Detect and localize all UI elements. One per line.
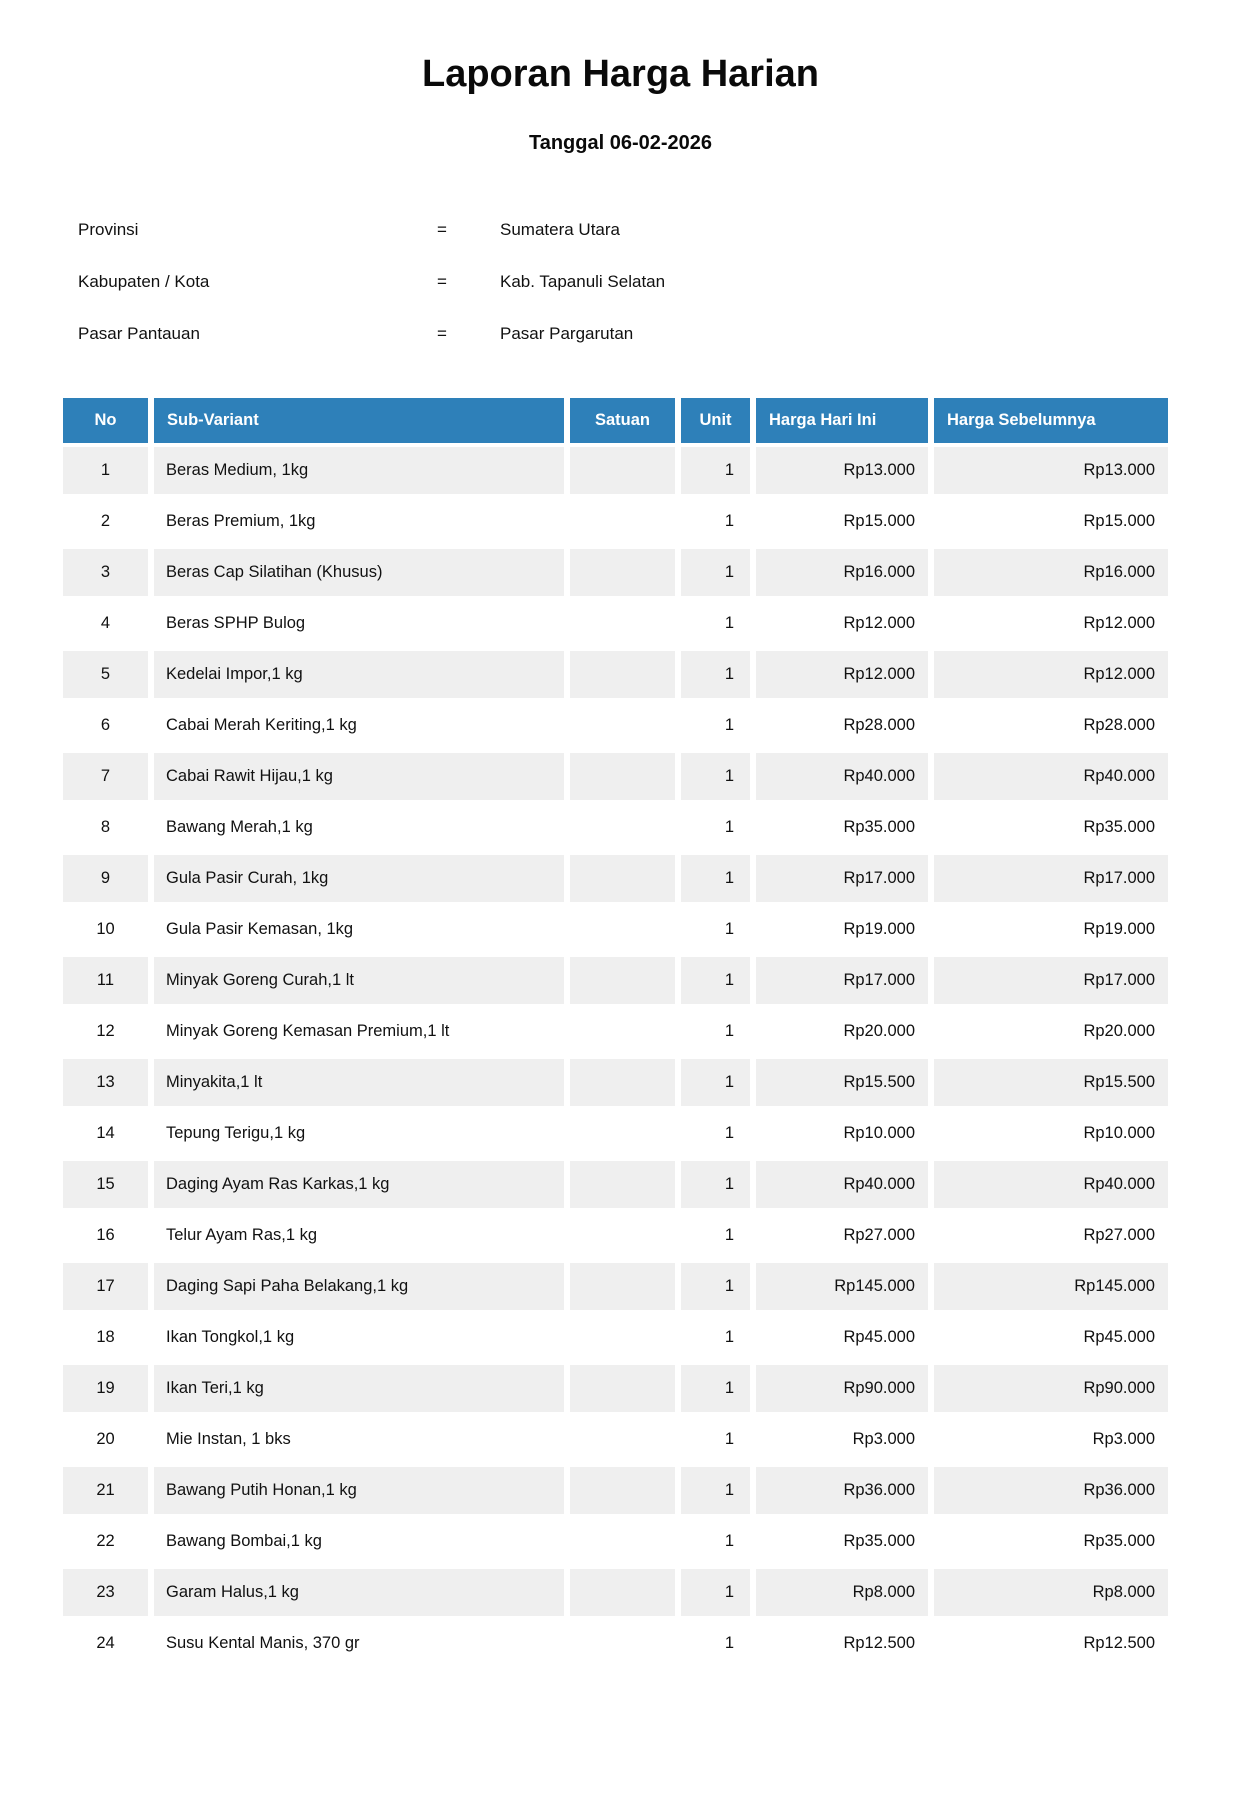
cell-no: 8 [63,804,148,851]
table-row [63,549,1168,596]
cell-no: 3 [63,549,148,596]
cell-sub-variant: Minyakita,1 lt [154,1059,564,1106]
cell-satuan [570,906,675,953]
cell-harga-hari-ini: Rp12.500 [756,1620,928,1667]
table-row [63,957,1168,1004]
cell-harga-hari-ini: Rp145.000 [756,1263,928,1310]
cell-satuan [570,447,675,494]
cell-no: 24 [63,1620,148,1667]
cell-satuan [570,1569,675,1616]
cell-harga-sebelumnya: Rp10.000 [934,1110,1168,1157]
cell-harga-sebelumnya: Rp90.000 [934,1365,1168,1412]
cell-unit: 1 [681,1314,750,1361]
table-row [63,702,1168,749]
table-row [63,1008,1168,1055]
table-row [63,1467,1168,1514]
cell-sub-variant: Minyak Goreng Curah,1 lt [154,957,564,1004]
cell-unit: 1 [681,1365,750,1412]
cell-harga-hari-ini: Rp15.500 [756,1059,928,1106]
cell-no: 6 [63,702,148,749]
cell-sub-variant: Ikan Teri,1 kg [154,1365,564,1412]
price-table [57,394,1174,1671]
cell-harga-sebelumnya: Rp40.000 [934,1161,1168,1208]
cell-harga-sebelumnya: Rp19.000 [934,906,1168,953]
cell-harga-hari-ini: Rp28.000 [756,702,928,749]
cell-no: 5 [63,651,148,698]
cell-harga-hari-ini: Rp40.000 [756,753,928,800]
cell-unit: 1 [681,1110,750,1157]
cell-no: 19 [63,1365,148,1412]
meta-row-provinsi [78,220,1241,272]
cell-no: 1 [63,447,148,494]
cell-satuan [570,1416,675,1463]
cell-sub-variant: Daging Ayam Ras Karkas,1 kg [154,1161,564,1208]
cell-harga-sebelumnya: Rp27.000 [934,1212,1168,1259]
meta-label-pasar: Pasar Pantauan [78,323,200,343]
cell-harga-hari-ini: Rp19.000 [756,906,928,953]
cell-satuan [570,1212,675,1259]
cell-unit: 1 [681,855,750,902]
cell-satuan [570,1110,675,1157]
cell-sub-variant: Beras Medium, 1kg [154,447,564,494]
cell-harga-hari-ini: Rp13.000 [756,447,928,494]
cell-harga-hari-ini: Rp27.000 [756,1212,928,1259]
cell-harga-sebelumnya: Rp28.000 [934,702,1168,749]
cell-sub-variant: Cabai Rawit Hijau,1 kg [154,753,564,800]
cell-harga-sebelumnya: Rp3.000 [934,1416,1168,1463]
page-title: Laporan Harga Harian [422,53,819,95]
cell-harga-hari-ini: Rp36.000 [756,1467,928,1514]
cell-satuan [570,855,675,902]
cell-unit: 1 [681,702,750,749]
price-table-header [63,398,1168,443]
cell-satuan [570,549,675,596]
cell-satuan [570,957,675,1004]
table-row [63,447,1168,494]
cell-unit: 1 [681,1008,750,1055]
cell-unit: 1 [681,549,750,596]
cell-harga-hari-ini: Rp20.000 [756,1008,928,1055]
meta-label-provinsi: Provinsi [78,219,139,239]
report-date: Tanggal 06-02-2026 [528,131,713,154]
header-row [63,398,1168,443]
cell-sub-variant: Tepung Terigu,1 kg [154,1110,564,1157]
cell-satuan [570,804,675,851]
cell-harga-hari-ini: Rp15.000 [756,498,928,545]
table-row [63,1161,1168,1208]
cell-satuan [570,1059,675,1106]
cell-no: 4 [63,600,148,647]
cell-no: 13 [63,1059,148,1106]
meta-row-kabupaten [78,272,1241,324]
cell-harga-sebelumnya: Rp12.500 [934,1620,1168,1667]
table-row [63,1263,1168,1310]
cell-harga-sebelumnya: Rp45.000 [934,1314,1168,1361]
table-row [63,1059,1168,1106]
cell-sub-variant: Daging Sapi Paha Belakang,1 kg [154,1263,564,1310]
meta-label-kabupaten: Kabupaten / Kota [78,271,210,291]
column-header-harga-sebelumnya: Harga Sebelumnya [934,398,1168,443]
price-table-body [63,447,1168,1667]
cell-no: 14 [63,1110,148,1157]
cell-sub-variant: Ikan Tongkol,1 kg [154,1314,564,1361]
cell-harga-sebelumnya: Rp8.000 [934,1569,1168,1616]
cell-satuan [570,1365,675,1412]
cell-sub-variant: Minyak Goreng Kemasan Premium,1 lt [154,1008,564,1055]
column-header-harga-hari-ini: Harga Hari Ini [756,398,928,443]
table-row [63,906,1168,953]
cell-sub-variant: Kedelai Impor,1 kg [154,651,564,698]
meta-value-kabupaten: Kab. Tapanuli Selatan [500,271,666,291]
cell-no: 12 [63,1008,148,1055]
cell-no: 2 [63,498,148,545]
cell-no: 23 [63,1569,148,1616]
meta-block [78,220,1241,376]
cell-harga-sebelumnya: Rp17.000 [934,957,1168,1004]
table-row [63,753,1168,800]
cell-harga-hari-ini: Rp90.000 [756,1365,928,1412]
cell-sub-variant: Telur Ayam Ras,1 kg [154,1212,564,1259]
cell-unit: 1 [681,600,750,647]
cell-sub-variant: Gula Pasir Curah, 1kg [154,855,564,902]
cell-harga-sebelumnya: Rp13.000 [934,447,1168,494]
meta-equals-sign: = [437,323,447,343]
cell-no: 15 [63,1161,148,1208]
table-row [63,1110,1168,1157]
cell-unit: 1 [681,447,750,494]
cell-sub-variant: Beras Cap Silatihan (Khusus) [154,549,564,596]
cell-harga-hari-ini: Rp35.000 [756,804,928,851]
cell-sub-variant: Beras Premium, 1kg [154,498,564,545]
meta-equals-sign: = [437,271,447,291]
cell-unit: 1 [681,1416,750,1463]
report-page [0,54,1241,1671]
cell-harga-sebelumnya: Rp20.000 [934,1008,1168,1055]
table-row [63,498,1168,545]
cell-harga-sebelumnya: Rp35.000 [934,804,1168,851]
cell-no: 18 [63,1314,148,1361]
cell-satuan [570,1620,675,1667]
table-row [63,1212,1168,1259]
table-row [63,1569,1168,1616]
column-header-satuan: Satuan [570,398,675,443]
cell-satuan [570,702,675,749]
cell-satuan [570,1008,675,1055]
cell-unit: 1 [681,1161,750,1208]
cell-sub-variant: Bawang Putih Honan,1 kg [154,1467,564,1514]
cell-no: 20 [63,1416,148,1463]
cell-unit: 1 [681,1059,750,1106]
cell-harga-sebelumnya: Rp36.000 [934,1467,1168,1514]
cell-harga-sebelumnya: Rp145.000 [934,1263,1168,1310]
table-row [63,1620,1168,1667]
cell-harga-hari-ini: Rp35.000 [756,1518,928,1565]
table-row [63,1416,1168,1463]
table-row [63,1365,1168,1412]
column-header-unit: Unit [681,398,750,443]
cell-harga-sebelumnya: Rp12.000 [934,600,1168,647]
cell-no: 9 [63,855,148,902]
table-row [63,855,1168,902]
cell-unit: 1 [681,1620,750,1667]
cell-unit: 1 [681,498,750,545]
cell-harga-sebelumnya: Rp16.000 [934,549,1168,596]
cell-unit: 1 [681,1569,750,1616]
cell-harga-hari-ini: Rp16.000 [756,549,928,596]
cell-satuan [570,651,675,698]
cell-sub-variant: Bawang Bombai,1 kg [154,1518,564,1565]
cell-harga-sebelumnya: Rp15.000 [934,498,1168,545]
meta-value-provinsi: Sumatera Utara [500,219,620,239]
cell-satuan [570,1467,675,1514]
meta-row-pasar [78,324,1241,376]
cell-harga-hari-ini: Rp17.000 [756,855,928,902]
cell-satuan [570,1263,675,1310]
cell-satuan [570,753,675,800]
table-row [63,804,1168,851]
cell-harga-hari-ini: Rp8.000 [756,1569,928,1616]
cell-unit: 1 [681,651,750,698]
cell-no: 22 [63,1518,148,1565]
cell-harga-hari-ini: Rp40.000 [756,1161,928,1208]
cell-sub-variant: Bawang Merah,1 kg [154,804,564,851]
cell-no: 11 [63,957,148,1004]
cell-satuan [570,600,675,647]
table-row [63,1518,1168,1565]
cell-harga-hari-ini: Rp10.000 [756,1110,928,1157]
cell-satuan [570,498,675,545]
cell-harga-sebelumnya: Rp12.000 [934,651,1168,698]
cell-unit: 1 [681,906,750,953]
cell-harga-hari-ini: Rp17.000 [756,957,928,1004]
cell-sub-variant: Beras SPHP Bulog [154,600,564,647]
table-row [63,1314,1168,1361]
cell-harga-sebelumnya: Rp40.000 [934,753,1168,800]
table-row [63,600,1168,647]
cell-harga-hari-ini: Rp12.000 [756,600,928,647]
column-header-no: No [63,398,148,443]
cell-harga-hari-ini: Rp12.000 [756,651,928,698]
cell-no: 7 [63,753,148,800]
cell-no: 10 [63,906,148,953]
cell-sub-variant: Garam Halus,1 kg [154,1569,564,1616]
cell-no: 21 [63,1467,148,1514]
cell-sub-variant: Susu Kental Manis, 370 gr [154,1620,564,1667]
cell-no: 16 [63,1212,148,1259]
cell-satuan [570,1161,675,1208]
cell-no: 17 [63,1263,148,1310]
table-row [63,651,1168,698]
cell-unit: 1 [681,1212,750,1259]
cell-unit: 1 [681,957,750,1004]
cell-harga-sebelumnya: Rp35.000 [934,1518,1168,1565]
cell-sub-variant: Cabai Merah Keriting,1 kg [154,702,564,749]
cell-unit: 1 [681,804,750,851]
cell-unit: 1 [681,1467,750,1514]
cell-sub-variant: Mie Instan, 1 bks [154,1416,564,1463]
cell-harga-sebelumnya: Rp15.500 [934,1059,1168,1106]
cell-harga-hari-ini: Rp3.000 [756,1416,928,1463]
cell-unit: 1 [681,753,750,800]
meta-equals-sign: = [437,219,447,239]
column-header-sub-variant: Sub-Variant [154,398,564,443]
cell-harga-sebelumnya: Rp17.000 [934,855,1168,902]
cell-unit: 1 [681,1263,750,1310]
meta-value-pasar: Pasar Pargarutan [500,323,634,343]
cell-sub-variant: Gula Pasir Kemasan, 1kg [154,906,564,953]
cell-satuan [570,1314,675,1361]
cell-harga-hari-ini: Rp45.000 [756,1314,928,1361]
cell-satuan [570,1518,675,1565]
cell-unit: 1 [681,1518,750,1565]
